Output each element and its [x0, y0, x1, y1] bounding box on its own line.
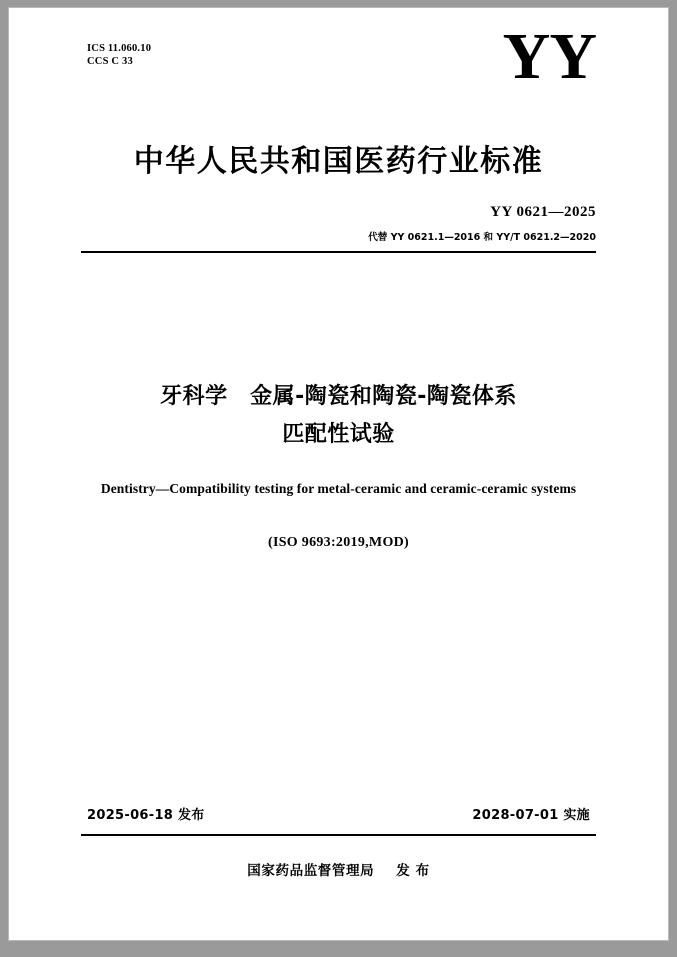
standard-title-chinese-line2: 匹配性试验: [282, 422, 395, 447]
issuer-action: 发 布: [396, 863, 430, 879]
standard-title-chinese: [69, 378, 608, 454]
ics-code: ICS 11.060.10: [87, 43, 152, 54]
standard-number: YY 0621—2025: [490, 204, 596, 220]
yy-logo: YY: [502, 20, 596, 93]
iso-reference: (ISO 9693:2019,MOD): [267, 535, 410, 550]
standard-title-chinese-line1: 牙科学 金属-陶瓷和陶瓷-陶瓷体系: [160, 384, 517, 409]
effective-date: 2028-07-01 实施: [472, 808, 590, 823]
page-title: 中华人民共和国医药行业标准: [133, 144, 544, 179]
header-divider: [81, 251, 596, 253]
ics-classification-block: [87, 42, 151, 68]
page-inner: [9, 8, 668, 940]
issuer-name: 国家药品监督管理局: [247, 863, 375, 879]
standard-replaces: 代替 YY 0621.1—2016 和 YY/T 0621.2—2020: [368, 232, 596, 243]
standard-cover-page: [8, 7, 669, 941]
footer-divider: [81, 834, 596, 836]
ccs-code: CCS C 33: [87, 56, 133, 67]
issue-date: 2025-06-18 发布: [87, 808, 205, 823]
date-row: [87, 804, 590, 823]
issuer-row: [9, 859, 668, 879]
standard-title-english: Dentistry—Compatibility testing for metal-ceramic and ceramic-ceramic systems: [100, 481, 577, 496]
